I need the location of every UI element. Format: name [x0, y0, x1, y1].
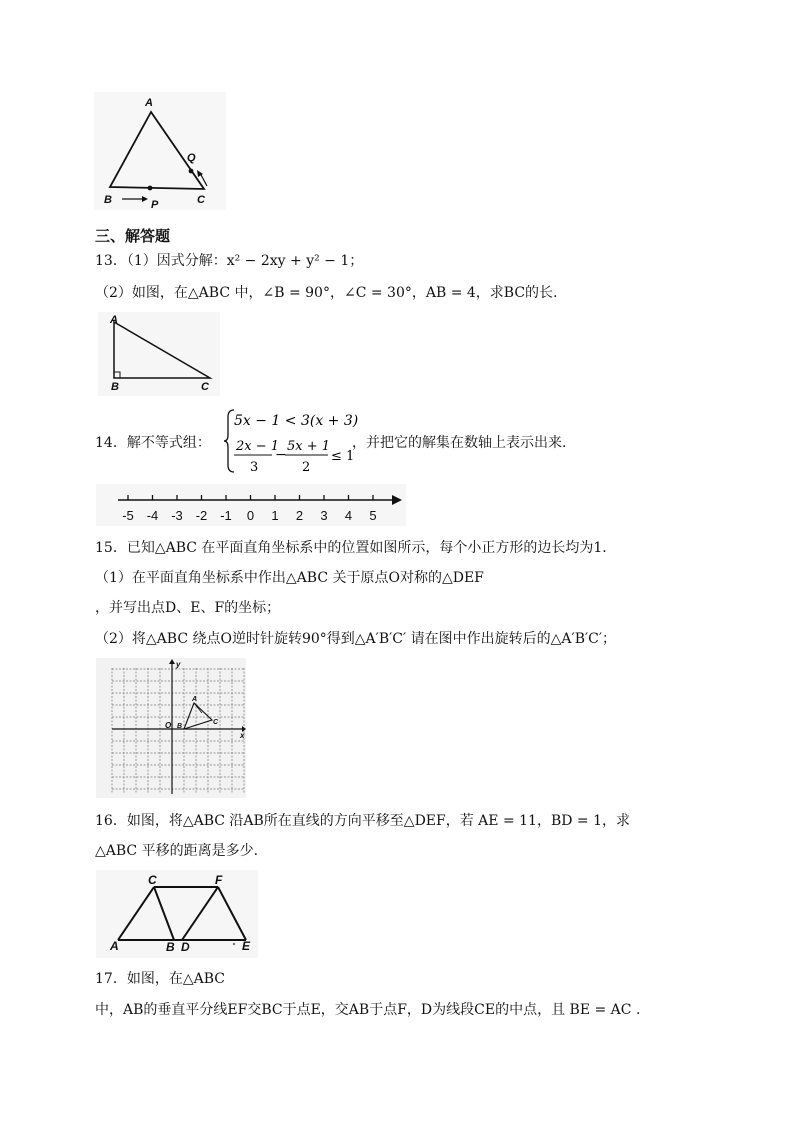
vertex-label-b: B	[104, 194, 112, 206]
number-line-tick-label: 2	[295, 508, 304, 523]
q17-line2: 中，AB的垂直平分线EF交BC于点E，交AB于点F，D为线段CE的中点，且 BE = AC .	[95, 1002, 641, 1018]
q15-line1: 15．已知△ABC 在平面直角坐标系中的位置如图所示，每个小正方形的边长均为1.	[95, 540, 607, 556]
vertex-label-c: C	[201, 381, 209, 393]
fraction-2-denominator: 2	[302, 460, 311, 475]
q16-line2: △ABC 平移的距离是多少.	[95, 843, 259, 859]
axis-label-x: x	[240, 731, 245, 740]
vertex-label-b: B	[166, 940, 175, 954]
vertex-label-b: B	[177, 723, 183, 730]
q14-suffix: ，并把它的解集在数轴上表示出来.	[352, 435, 567, 451]
vertex-label-a: A	[145, 97, 153, 109]
number-line-tick-label: -5	[122, 508, 134, 523]
number-line-tick-label: -3	[171, 508, 183, 523]
vertex-label-a: A	[110, 939, 119, 953]
axis-label-y: y	[176, 660, 181, 669]
triangle-pq-figure	[94, 92, 226, 210]
number-line-tick-label: 5	[369, 508, 377, 523]
inequality-system	[224, 405, 364, 477]
translation-figure	[96, 870, 258, 958]
vertex-label-c: C	[148, 873, 157, 887]
point-label-q: Q	[187, 152, 196, 164]
vertex-label-c: C	[197, 194, 205, 206]
fraction-2-numerator: 5x + 1	[287, 439, 331, 454]
q13-part1: 13．（1）因式分解：x² − 2xy + y² − 1；	[95, 253, 364, 269]
coordinate-grid-figure	[96, 658, 246, 798]
q17-line1: 17．如图，在△ABC	[95, 971, 225, 987]
number-line-tick-label: 3	[320, 508, 328, 523]
vertex-label-f: F	[215, 873, 223, 887]
svg-text:−: −	[275, 447, 287, 463]
vertex-label-b: B	[111, 381, 119, 393]
fraction-1-denominator: 3	[250, 460, 259, 475]
vertex-label-a: A	[192, 696, 198, 703]
number-line	[96, 484, 406, 526]
q14-prefix: 14．解不等式组：	[95, 435, 211, 451]
vertex-label-e: E	[242, 939, 251, 953]
inequality-2-tail: ≤ 1	[331, 449, 355, 464]
fraction-1-numerator: 2x − 1	[236, 439, 280, 454]
vertex-label-a: A	[110, 314, 118, 326]
vertex-label-d: D	[181, 940, 190, 954]
q13-part2: （2）如图，在△ABC 中，∠B = 90°，∠C = 30°，AB = 4，求BC的长.	[95, 285, 558, 301]
number-line-tick-label: 1	[271, 508, 279, 523]
q15-line2: （1）在平面直角坐标系中作出△ABC 关于原点O对称的△DEF	[95, 570, 484, 586]
number-line-tick-label: -4	[146, 508, 159, 523]
q15-line3: ，并写出点D、E、F的坐标；	[95, 600, 281, 616]
point-label-p: P	[151, 199, 159, 210]
section-heading: 三、解答题	[95, 227, 171, 245]
q15-line4: （2）将△ABC 绕点O逆时针旋转90°得到△A′B′C′ 请在图中作出旋转后的△A′B′C′；	[95, 631, 617, 647]
origin-label: O	[165, 721, 172, 730]
number-line-tick-label: -2	[195, 508, 208, 523]
number-line-tick-label: -1	[220, 508, 232, 523]
number-line-tick-label: 4	[344, 508, 353, 523]
right-triangle-figure	[98, 312, 220, 396]
q16-line1: 16．如图，将△ABC 沿AB所在直线的方向平移至△DEF，若 AE = 11，BD = 1，求	[95, 813, 630, 829]
inequality-1: 5x − 1 < 3(x + 3)	[234, 413, 359, 429]
vertex-label-c: C	[213, 719, 219, 726]
number-line-tick-label: 0	[246, 508, 255, 523]
